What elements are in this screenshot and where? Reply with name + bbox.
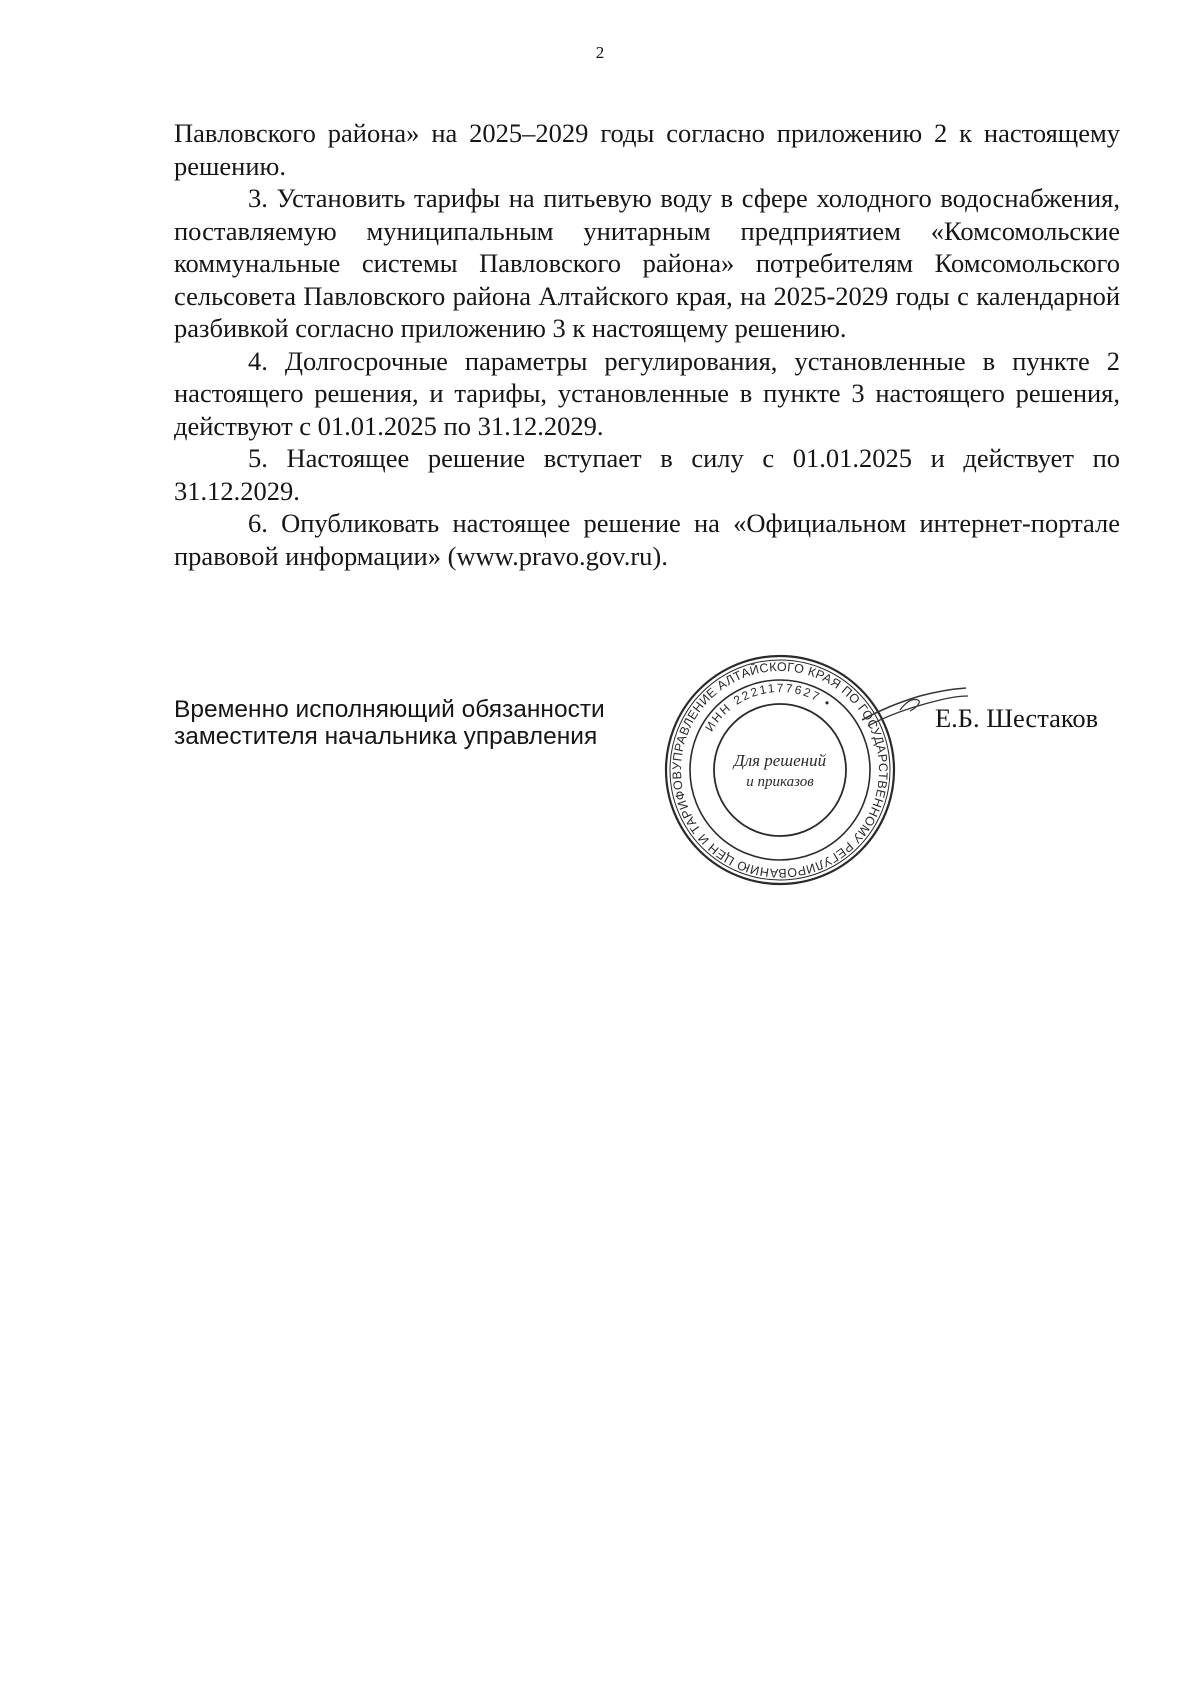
paragraph-item-5: 5. Настоящее решение вступает в силу с 01.01.2025 и действует по 31.12.2029. (174, 443, 1120, 506)
paragraph-item-3: 3. Установить тарифы на питьевую воду в сфере холодного водоснабжения, поставляемую муниципальным унитарным предприятием «Комсомольские коммунальные системы Павловского района» потребителям Комсомольского сельсовета Павловского района Алтайского края, на 2025-2029 годы с календарной разбивкой согласно приложению 3 к настоящему решению. (174, 183, 1120, 343)
signer-title-line-2: заместителя начальника управления (174, 723, 598, 750)
paragraph-item-6: 6. Опубликовать настоящее решение на «Официальном интернет-портале правовой информации» (www.pravo.gov.ru). (174, 508, 1120, 571)
page-number: 2 (595, 43, 605, 62)
signer-title-line-1: Временно исполняющий обязанности (174, 696, 605, 723)
paragraph-continuation: Павловского района» на 2025–2029 годы согласно приложению 2 к настоящему решению. (174, 118, 1120, 181)
seal-center-line-1: Для решений (733, 751, 827, 770)
paragraph-item-4: 4. Долгосрочные параметры регулирования, установленные в пункте 2 настоящего решения, и тарифы, установленные в пункте 3 настоящего решения, действуют с 01.01.2025 по 31.12.2029. (174, 345, 1120, 441)
seal-center-line-2: и приказов (746, 774, 814, 790)
signer-title (174, 696, 605, 750)
document-body (174, 117, 1120, 572)
seal-outer-text-path: УПРАВЛЕНИЕ АЛТАЙСКОГО КРАЯ ПО ГОСУДАРСТВЕННОМУ РЕГУЛИРОВАНИЮ ЦЕН И ТАРИФОВ (669, 659, 891, 881)
seal-inn-text-path: ИНН 2221177627 • (702, 680, 835, 734)
signer-name: Е.Б. Шестаков (935, 703, 1099, 733)
